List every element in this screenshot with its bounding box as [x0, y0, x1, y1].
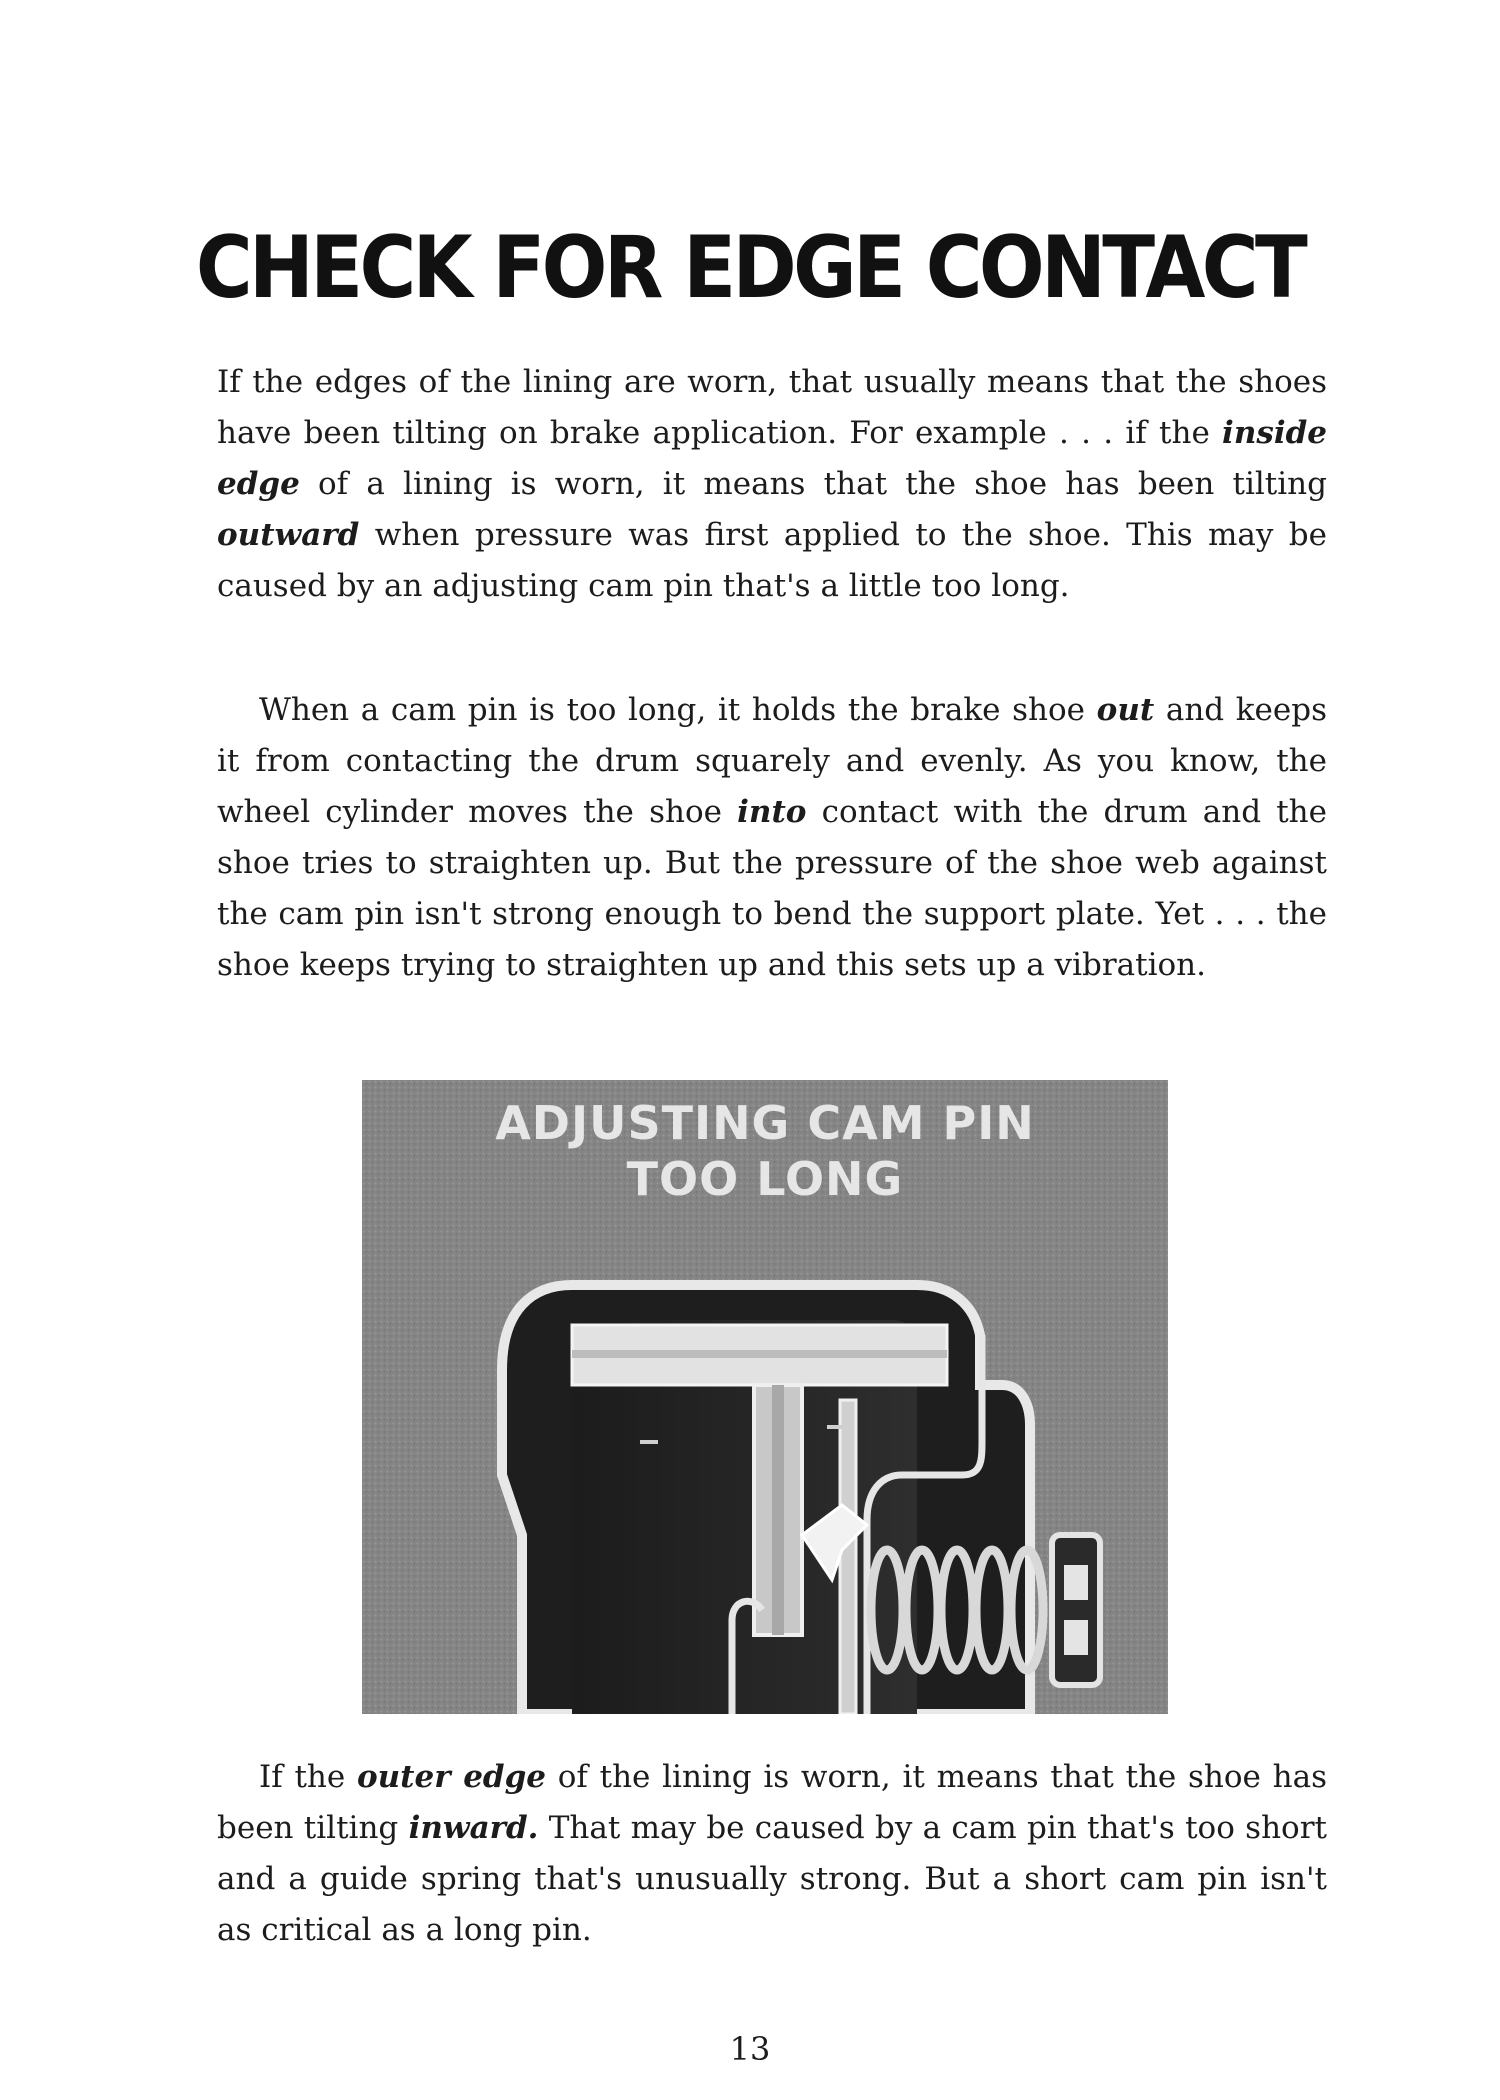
paragraph-edges-worn [217, 357, 1327, 612]
paragraph-cam-pin-too-long [217, 685, 1327, 991]
emphasis-text: outer edge [356, 1759, 547, 1795]
figure-caption-line-1: ADJUSTING CAM PIN [495, 1096, 1035, 1150]
body-text: when pressure was first applied to the shoe. This may be caused by an adjusting cam pin that's a little too long. [217, 517, 1327, 604]
body-text: When a cam pin is too long, it holds the brake shoe [259, 692, 1097, 728]
emphasis-text: out [1096, 692, 1155, 728]
figure-caption-line-2: TOO LONG [626, 1152, 904, 1206]
page-number: 13 [729, 2030, 771, 2068]
nut-icon [1052, 1535, 1100, 1685]
cam-pin-illustration [362, 1080, 1168, 1714]
body-text: of the lining is worn, it means that the shoe has been tilting [217, 1759, 1327, 1846]
cam-pin-icon [840, 1400, 856, 1714]
body-text: of a lining is worn, it means that the shoe has been tilting [299, 466, 1327, 502]
emphasis-text: inside edge [217, 415, 1327, 502]
emphasis-text: inward. [408, 1810, 539, 1846]
page-title: CHECK FOR EDGE CONTACT [195, 218, 1305, 318]
body-text: If the [259, 1759, 357, 1795]
body-text: contact with the drum and the shoe tries to straighten up. But the pressure of the shoe web against the cam pin isn't strong enough to bend the support plate. Yet . . . the shoe keeps trying to straighten up and this sets up a vibration. [217, 794, 1327, 983]
body-text: That may be caused by a cam pin that's too short and a guide spring that's unusually strong. But a short cam pin isn't as critical as a long pin. [217, 1810, 1327, 1948]
body-text: and keeps it from contacting the drum squarely and evenly. As you know, the wheel cylinder moves the shoe [217, 692, 1327, 830]
body-text: If the edges of the lining are worn, that usually means that the shoes have been tilting on brake application. For example . . . if the [217, 364, 1327, 451]
emphasis-text: into [737, 794, 807, 830]
emphasis-text: outward [217, 517, 360, 553]
paragraph-outer-edge [217, 1752, 1327, 1956]
